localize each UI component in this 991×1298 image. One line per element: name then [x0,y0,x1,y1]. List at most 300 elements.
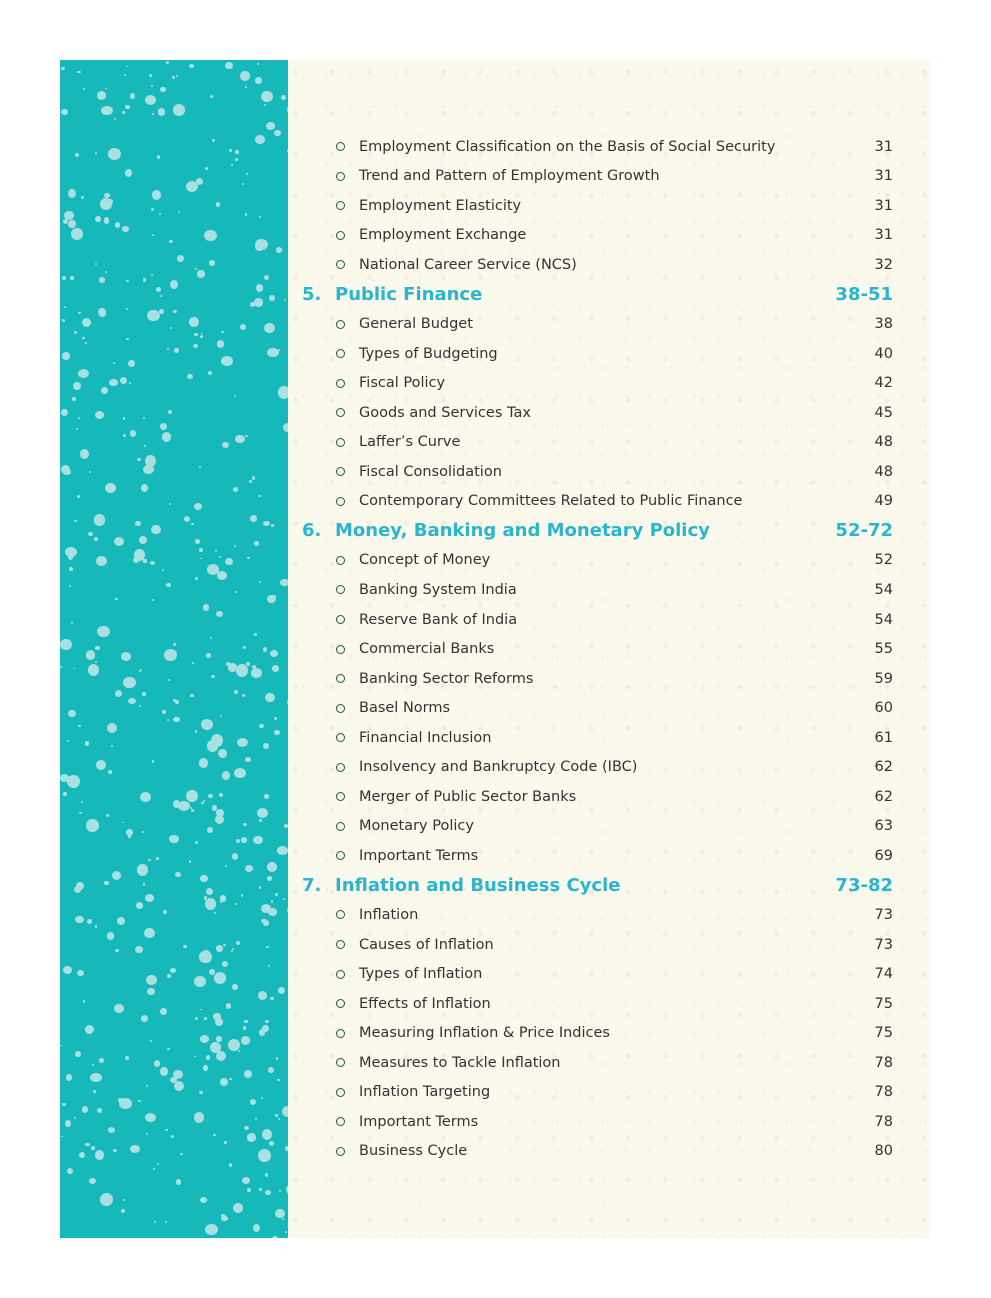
speckle-dot [130,93,135,99]
speckle-dot [89,471,91,473]
speckle-dot [145,1113,155,1122]
speckle-dot [114,537,124,547]
speckle-dot [107,723,117,733]
speckle-dot [165,1129,168,1132]
speckle-dot [173,717,179,722]
speckle-dot [200,1009,202,1011]
speckle-dot [244,1020,247,1024]
speckle-dot [169,835,178,843]
speckle-dot [143,883,145,885]
toc-entry[interactable] [288,221,930,251]
speckle-dot [153,1168,155,1170]
toc-entry[interactable] [288,900,930,930]
speckle-dot [82,1106,88,1112]
speckle-dot [144,928,155,939]
speckle-dot [143,559,147,562]
toc-entry[interactable] [288,989,930,1019]
toc-entry-title: Banking System India [359,581,517,598]
toc-entry-title: Measures to Tackle Inflation [359,1054,561,1071]
speckle-dot [173,104,185,115]
speckle-dot [68,220,75,228]
speckle-dot [272,1236,278,1238]
speckle-dot [105,88,107,90]
speckle-dot [172,76,175,79]
speckle-dot [169,503,171,505]
speckle-dot [141,484,149,492]
speckle-dot [254,541,259,546]
toc-entry-title: Types of Inflation [359,966,483,983]
speckle-dot [73,382,80,390]
speckle-dot [62,276,66,280]
speckle-dot [187,374,193,379]
circle-bullet-icon [336,1117,345,1126]
speckle-dot [235,150,239,153]
speckle-dot [278,1118,280,1120]
toc-entry[interactable] [288,250,930,280]
speckle-dot [142,831,144,833]
speckle-dot [276,247,282,252]
speckle-dot [122,226,129,232]
speckle-dot [243,823,247,826]
speckle-dot [106,814,109,817]
speckle-dot [126,66,128,68]
speckle-dot [197,270,206,278]
speckle-dot [285,1231,287,1233]
toc-entry-page: 69 [874,847,893,864]
speckle-dot [232,984,238,990]
speckle-dot [147,310,159,321]
speckle-dot [139,705,141,707]
toc-entry-page: 45 [874,404,893,421]
circle-bullet-icon [336,497,345,506]
toc-entry[interactable] [288,782,930,812]
toc-entry-title: General Budget [359,316,473,333]
speckle-dot [108,1127,115,1133]
speckle-dot [207,564,220,575]
speckle-dot [277,846,288,855]
decorative-sidebar [60,60,288,1238]
speckle-dot [175,872,181,878]
speckle-dot [219,793,224,797]
toc-entry[interactable] [288,132,930,162]
speckle-dot [168,679,170,681]
speckle-dot [233,487,238,492]
toc-entry-page: 40 [874,345,893,362]
speckle-dot [236,839,240,843]
speckle-dot [74,331,77,334]
speckle-dot [203,800,205,802]
speckle-dot [146,1085,148,1087]
speckle-dot [267,876,272,881]
toc-entry-page: 60 [874,700,893,717]
speckle-dot [105,271,107,273]
toc-entry[interactable] [288,959,930,989]
speckle-dot [101,387,108,394]
speckle-dot [208,371,212,375]
speckle-dot [199,1091,203,1094]
toc-entry-title: Fiscal Policy [359,375,446,392]
speckle-dot [258,495,261,497]
toc-entry-page: 59 [874,670,893,687]
speckle-dot [78,369,90,379]
speckle-dot [95,661,97,663]
speckle-dot [265,1020,269,1023]
toc-entry-page: 54 [874,581,893,598]
speckle-dot [60,666,62,668]
speckle-dot [130,430,137,437]
speckle-dot [111,745,113,747]
speckle-dot [150,561,155,565]
speckle-dot [150,1040,152,1042]
speckle-dot [112,871,121,880]
speckle-dot [75,916,84,923]
speckle-dot [195,539,200,544]
circle-bullet-icon [336,940,345,949]
speckle-dot [114,1004,124,1013]
speckle-dot [195,841,198,844]
speckle-dot [177,255,183,262]
toc-entry[interactable] [288,1107,930,1137]
speckle-dot [223,944,225,946]
speckle-dot [78,725,81,728]
speckle-dot [143,465,154,474]
speckle-dot [85,1143,89,1147]
speckle-dot [141,1015,148,1021]
chapter-page-range: 38-51 [835,284,893,305]
speckle-dot [77,495,80,498]
speckle-dot [222,961,229,967]
speckle-dot [143,278,146,282]
toc-entry-title: Banking Sector Reforms [359,670,534,687]
speckle-dot [229,149,232,152]
circle-bullet-icon [336,763,345,772]
speckle-dot [267,862,276,872]
chapter-heading[interactable] [288,280,930,310]
toc-entry-title: Commercial Banks [359,641,495,658]
toc-entry[interactable] [288,693,930,723]
toc-entry[interactable] [288,1048,930,1078]
speckle-dot [157,155,160,158]
speckle-dot [97,1108,103,1114]
toc-entry[interactable] [288,191,930,221]
speckle-dot [128,698,136,704]
circle-bullet-icon [336,733,345,742]
speckle-dot [206,1055,210,1060]
speckle-dot [71,622,73,624]
speckle-dot [200,1035,209,1043]
toc-entry[interactable] [288,634,930,664]
speckle-dot [167,348,169,350]
speckle-dot [210,637,212,639]
toc-entry[interactable] [288,487,930,517]
speckle-dot [123,417,125,419]
speckle-dot [61,67,65,70]
speckle-dot [226,1003,231,1008]
speckle-dot [200,1197,207,1203]
speckle-dot [257,808,268,818]
speckle-dot [256,284,263,292]
speckle-dot [164,649,176,661]
toc-entry[interactable] [288,723,930,753]
speckle-dot [145,95,156,105]
speckle-dot [193,344,198,348]
speckle-dot [232,853,238,860]
table-of-contents [288,132,930,1166]
circle-bullet-icon [336,585,345,594]
toc-entry-title: Insolvency and Bankruptcy Code (IBC) [359,759,638,776]
toc-entry-page: 62 [874,788,893,805]
speckle-dot [160,87,166,93]
speckle-dot [129,382,131,384]
speckle-dot [236,664,248,677]
speckle-dot [166,61,169,64]
circle-bullet-icon [336,970,345,979]
toc-entry[interactable] [288,162,930,192]
speckle-dot [60,1045,62,1047]
speckle-dot [283,898,285,900]
toc-entry-title: Inflation [359,906,419,923]
speckle-dot [235,158,238,161]
speckle-dot [100,1193,112,1206]
toc-entry[interactable] [288,841,930,871]
speckle-dot [195,268,197,270]
speckle-dot [246,662,250,666]
speckle-dot [201,719,213,729]
speckle-dot [75,1051,80,1057]
speckle-dot [125,105,130,109]
speckle-dot [68,710,76,718]
speckle-dot [151,208,154,211]
speckle-dot [76,428,78,430]
circle-bullet-icon [336,172,345,181]
speckle-dot [67,775,80,788]
speckle-dot [189,64,194,68]
speckle-dot [94,514,106,526]
speckle-dot [266,946,268,948]
speckle-dot [163,910,167,914]
speckle-dot [149,74,152,77]
chapter-heading[interactable] [288,871,930,901]
toc-entry[interactable] [288,1078,930,1108]
speckle-dot [104,881,108,884]
speckle-dot [203,604,210,610]
speckle-dot [268,965,270,967]
toc-entry[interactable] [288,546,930,576]
speckle-dot [245,757,251,762]
speckle-dot [78,417,80,419]
speckle-dot [186,790,198,802]
toc-entry-title: Measuring Inflation & Price Indices [359,1025,610,1042]
toc-entry-page: 31 [874,168,893,185]
toc-entry-title: Laffer’s Curve [359,434,461,451]
chapter-title: Public Finance [335,284,483,305]
toc-entry-page: 62 [874,759,893,776]
speckle-dot [192,662,195,665]
speckle-dot [199,758,208,768]
speckle-dot [154,1221,156,1224]
speckle-dot [195,730,197,732]
speckle-dot [233,1203,242,1213]
speckle-dot [215,550,217,552]
speckle-dot [173,310,177,313]
toc-entry[interactable] [288,1018,930,1048]
speckle-dot [157,1163,159,1165]
circle-bullet-icon [336,674,345,683]
speckle-dot [158,108,165,116]
toc-entry-page: 48 [874,463,893,480]
circle-bullet-icon [336,1029,345,1038]
speckle-dot [277,1079,279,1081]
speckle-dot [216,202,220,207]
toc-entry-title: Types of Budgeting [359,345,498,362]
toc-entry-page: 31 [874,138,893,155]
speckle-dot [61,109,68,115]
speckle-dot [265,693,275,702]
toc-page [288,60,930,1238]
chapter-heading[interactable] [288,516,930,546]
toc-entry-page: 31 [874,227,893,244]
speckle-dot [191,523,193,525]
chapter-number: 6. [302,520,322,542]
speckle-dot [115,222,120,227]
toc-entry[interactable] [288,752,930,782]
speckle-dot [124,74,126,76]
speckle-dot [228,663,238,671]
speckle-dot [98,308,106,316]
toc-entry[interactable] [288,930,930,960]
toc-entry-page: 78 [874,1054,893,1071]
speckle-dot [275,1114,278,1117]
speckle-dot [82,337,84,340]
speckle-dot [78,312,80,314]
speckle-dot [162,569,164,571]
toc-entry-title: Trend and Pattern of Employment Growth [359,168,660,185]
speckle-dot [95,646,99,650]
toc-entry[interactable] [288,398,930,428]
toc-entry-page: 78 [874,1113,893,1130]
speckle-dot [262,1129,272,1140]
speckle-dot [162,432,171,441]
circle-bullet-icon [336,142,345,151]
speckle-dot [222,442,229,448]
speckle-dot [263,647,267,652]
speckle-dot [97,91,106,99]
toc-entry-page: 38 [874,316,893,333]
speckle-dot [186,181,198,192]
speckle-dot [108,770,112,774]
speckle-dot [123,1199,125,1201]
speckle-dot [241,894,243,896]
speckle-dot [147,988,155,996]
speckle-dot [97,626,110,637]
toc-entry-title: Reserve Bank of India [359,611,518,628]
toc-entry[interactable] [288,368,930,398]
speckle-dot [65,547,77,557]
toc-entry[interactable] [288,339,930,369]
speckle-dot [243,646,246,649]
toc-entry[interactable] [288,427,930,457]
speckle-dot [205,167,208,170]
speckle-dot [261,1097,263,1100]
speckle-dot [126,308,128,310]
speckle-dot [264,275,269,280]
speckle-dot [281,95,286,100]
speckle-dot [199,951,212,964]
speckle-dot [143,417,145,419]
speckle-dot [209,260,215,265]
speckle-dot [284,299,286,301]
speckle-dot [169,240,173,244]
toc-entry[interactable] [288,664,930,694]
speckle-dot [90,1073,102,1083]
toc-entry[interactable] [288,1137,930,1167]
speckle-dot [152,190,162,200]
speckle-dot [160,1067,168,1076]
toc-entry-page: 78 [874,1084,893,1101]
speckle-dot [252,476,255,479]
speckle-dot [264,323,275,334]
speckle-dot [275,893,278,896]
speckle-dot [171,1135,174,1138]
speckle-dot [237,738,248,747]
speckle-dot [83,1000,85,1002]
speckle-dot [206,653,211,657]
speckle-dot [208,794,213,798]
speckle-dot [234,545,236,547]
circle-bullet-icon [336,822,345,831]
speckle-dot [68,189,77,198]
circle-bullet-icon [336,792,345,801]
speckle-dot [203,1065,208,1071]
speckle-dot [105,483,116,493]
speckle-dot [219,556,221,558]
speckle-dot [122,111,125,114]
speckle-dot [86,819,99,832]
speckle-dot [212,139,216,142]
speckle-dot [60,639,72,650]
circle-bullet-icon [336,320,345,329]
speckle-dot [104,193,110,199]
speckle-dot [245,435,248,438]
speckle-dot [134,549,145,560]
speckle-dot [220,1078,228,1086]
toc-entry[interactable] [288,605,930,635]
speckle-dot [259,581,261,583]
speckle-dot [220,895,227,901]
speckle-dot [107,932,115,940]
speckle-dot [264,794,270,799]
speckle-dot [138,1100,141,1103]
speckle-dot [120,377,127,384]
speckle-dot [191,809,194,812]
speckle-dot [176,1179,181,1185]
toc-entry-page: 54 [874,611,893,628]
speckle-dot [93,1090,96,1093]
circle-bullet-icon [336,379,345,388]
toc-entry[interactable] [288,575,930,605]
speckle-dot [225,558,233,565]
speckle-dot [235,591,237,593]
toc-entry[interactable] [288,812,930,842]
speckle-dot [80,449,90,459]
speckle-dot [101,106,113,116]
speckle-dot [168,410,172,414]
toc-entry[interactable] [288,457,930,487]
toc-entry[interactable] [288,309,930,339]
speckle-dot [229,1163,232,1166]
toc-entry-page: 42 [874,375,893,392]
speckle-dot [130,1145,140,1154]
